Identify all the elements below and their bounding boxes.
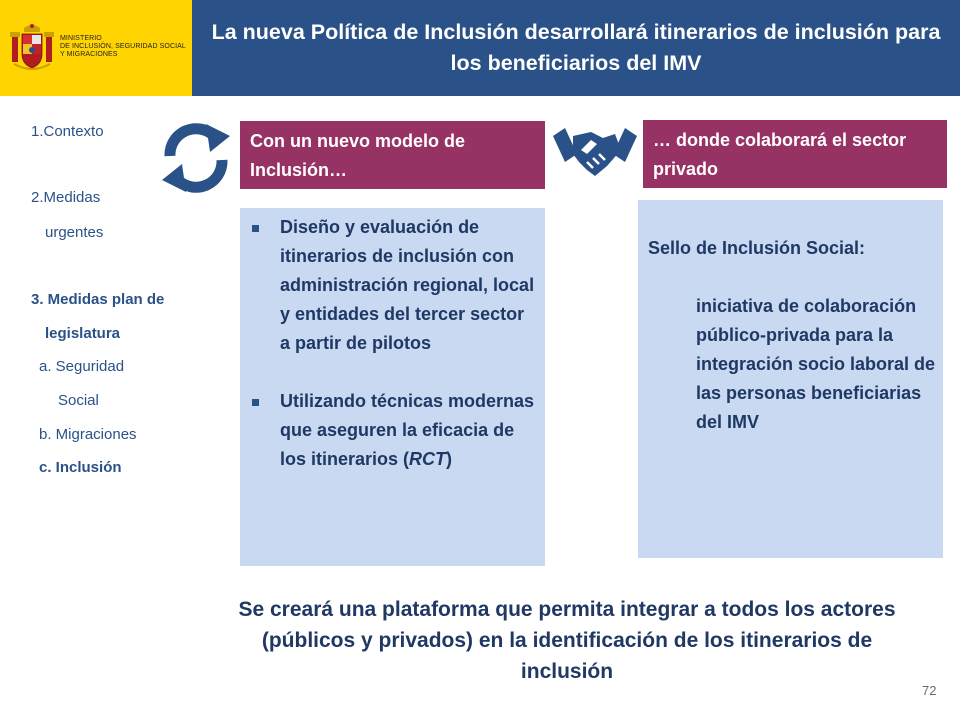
coat-of-arms-icon — [10, 22, 54, 74]
nav-subitem-seguridad[interactable]: a. Seguridad — [39, 358, 125, 375]
seal-description: iniciativa de colaboración público-privada para la integración socio laboral de las personas beneficiarias del IMV — [696, 296, 936, 432]
title-bar — [192, 0, 960, 96]
left-heading-text: Con un nuevo modelo de Inclusión… — [250, 131, 465, 180]
refresh-cycle-icon — [158, 122, 234, 194]
left-heading-box — [240, 121, 545, 189]
nav-item-medidas-plan[interactable]: 3. Medidas plan de — [31, 291, 165, 308]
bullet-text-part: ) — [446, 449, 453, 469]
nav-subitem-migraciones[interactable]: b. Migraciones — [39, 426, 137, 443]
nav-subitem-inclusion[interactable]: c. Inclusión — [39, 459, 122, 476]
nav-item-medidas-plan-cont[interactable]: legislatura — [45, 325, 121, 342]
right-heading-box — [643, 120, 947, 188]
bullet-item — [252, 213, 535, 358]
bullet-text: Diseño y evaluación de itinerarios de inclusión con administración regional, local y entidades del tercer sector a partir de pilotos — [280, 217, 535, 353]
ministry-name — [60, 35, 186, 59]
slide-title: La nueva Política de Inclusión desarrollará itinerarios de inclusión para los beneficiarios del IMV — [211, 20, 941, 75]
right-content-box — [638, 200, 943, 558]
bullet-text — [280, 391, 534, 469]
seal-title: Sello de Inclusión Social: — [648, 238, 866, 258]
square-bullet-icon — [252, 399, 259, 406]
platform-statement: Se creará una plataforma que permita integrar a todos los actores (públicos y privados) en la identificación de los itinerarios de inclusión — [238, 598, 896, 683]
nav-subitem-seguridad-cont[interactable]: Social — [58, 392, 99, 409]
nav-item-contexto[interactable]: 1.Contexto — [31, 123, 104, 140]
nav-item-medidas-urgentes[interactable]: 2.Medidas — [31, 189, 101, 206]
bullet-text-emphasis: RCT — [409, 449, 447, 469]
handshake-icon — [551, 122, 639, 184]
square-bullet-icon — [252, 225, 259, 232]
ministry-logo-area — [0, 0, 192, 96]
ministry-line-3: Y MIGRACIONES — [60, 51, 118, 58]
page-number: 72 — [922, 683, 937, 698]
bullet-item — [252, 387, 535, 474]
left-content-box — [240, 208, 545, 566]
bullet-text-part: Utilizando técnicas modernas que aseguren la eficacia de los itinerarios ( — [280, 391, 535, 469]
ministry-line-1: MINISTERIO — [60, 35, 102, 42]
right-heading-text: … donde colaborará el sector privado — [653, 130, 907, 179]
nav-item-medidas-urgentes-cont[interactable]: urgentes — [45, 224, 104, 241]
ministry-line-2: DE INCLUSIÓN, SEGURIDAD SOCIAL — [60, 43, 186, 50]
